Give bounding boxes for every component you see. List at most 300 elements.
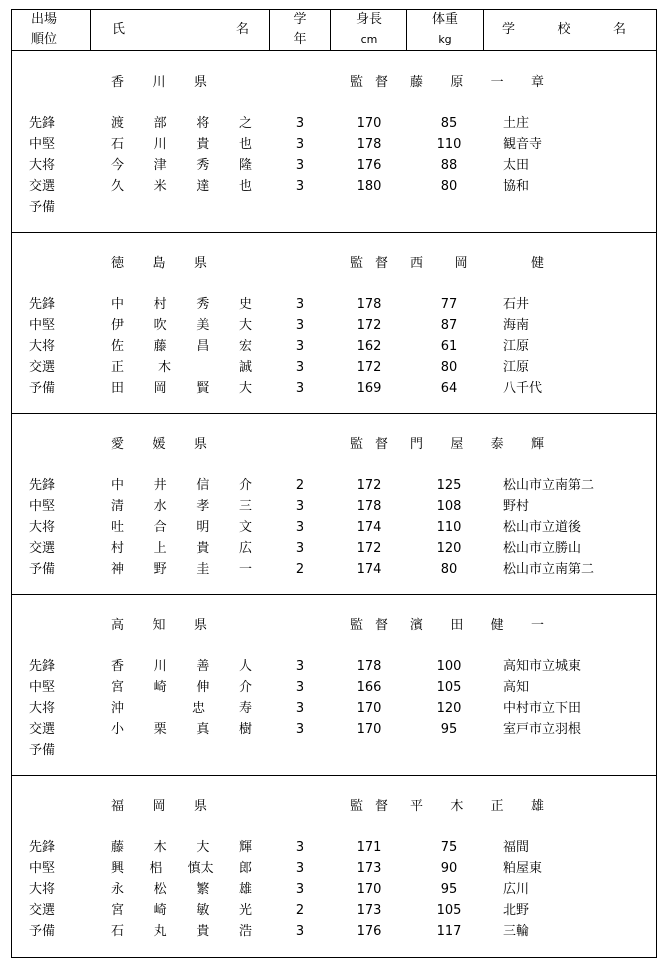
- member-height: 176: [356, 924, 382, 939]
- member-position: 大将: [29, 701, 56, 716]
- member-name: [111, 880, 252, 900]
- coach-label: [350, 797, 388, 817]
- coach-label-char: 監: [350, 618, 364, 633]
- member-name-char: 津: [153, 158, 167, 173]
- coach-label: [350, 254, 388, 274]
- member-name-char: 明: [196, 520, 210, 535]
- member-school: 室戸市立羽根: [503, 722, 582, 737]
- member-name-char: 清: [111, 499, 125, 514]
- member-position: 中堅: [29, 318, 56, 333]
- header-school-char: 学: [502, 22, 516, 37]
- coach-label: [350, 616, 388, 636]
- member-name-char: 今: [111, 158, 125, 173]
- member-name-char: 沖: [111, 701, 125, 716]
- member-grade: 3: [295, 297, 305, 312]
- prefecture-name-char: 徳: [111, 256, 125, 271]
- member-name-char: 崎: [153, 903, 167, 918]
- member-name: [111, 156, 252, 176]
- member-weight: 87: [440, 318, 458, 333]
- member-height: 170: [356, 722, 382, 737]
- member-name: [111, 699, 252, 719]
- member-name: [111, 295, 252, 315]
- member-name: [111, 379, 252, 399]
- member-school: 太田: [503, 158, 530, 173]
- member-name-char: 木: [153, 840, 167, 855]
- coach-name-char: 正: [490, 799, 504, 814]
- coach-name-char: 門: [410, 437, 424, 452]
- member-grade: 3: [295, 318, 305, 333]
- member-height: 178: [356, 297, 382, 312]
- prefecture-name-char: 媛: [152, 437, 166, 452]
- member-grade: 3: [295, 680, 305, 695]
- coach-name-char: 健: [490, 618, 504, 633]
- member-weight: 105: [436, 680, 462, 695]
- member-name: [111, 560, 252, 580]
- member-school: 広川: [503, 882, 530, 897]
- member-position: 先鋒: [29, 478, 56, 493]
- coach-name: [410, 616, 544, 636]
- member-height: 173: [356, 861, 382, 876]
- member-grade: 3: [295, 520, 305, 535]
- header-divider: [269, 10, 270, 50]
- coach-label-char: 監: [350, 799, 364, 814]
- member-name-char: 村: [153, 297, 167, 312]
- member-name-char: 松: [153, 882, 167, 897]
- member-weight: 77: [440, 297, 458, 312]
- member-school: 江原: [503, 360, 530, 375]
- member-name-char: 誠: [238, 360, 252, 375]
- member-name: [111, 838, 252, 858]
- member-name-char: 吹: [153, 318, 167, 333]
- member-school: 協和: [503, 179, 530, 194]
- member-position: 先鋒: [29, 297, 56, 312]
- prefecture-section: [12, 51, 656, 233]
- member-weight: 117: [436, 924, 462, 939]
- member-grade: 3: [295, 360, 305, 375]
- coach-label-char: 督: [374, 256, 388, 271]
- member-name-char: 合: [153, 520, 167, 535]
- member-name-char: 也: [238, 137, 252, 152]
- member-height: 178: [356, 499, 382, 514]
- member-weight: 80: [440, 179, 458, 194]
- coach-label-char: 督: [374, 799, 388, 814]
- member-weight: 80: [440, 360, 458, 375]
- member-height: 172: [356, 478, 382, 493]
- member-position: 交選: [29, 360, 56, 375]
- member-height: 178: [356, 659, 382, 674]
- member-name-char: 之: [238, 116, 252, 131]
- member-name-char: 介: [238, 478, 252, 493]
- member-height: 170: [356, 701, 382, 716]
- member-position: 予備: [29, 200, 56, 215]
- prefecture-section: [12, 594, 656, 776]
- header-order: [20, 10, 68, 50]
- coach-name-char: 章: [530, 75, 544, 90]
- member-name-char: 香: [111, 659, 125, 674]
- header-height-unit: cm: [360, 33, 378, 46]
- member-school: 松山市立南第二: [503, 562, 595, 577]
- prefecture-name-char: 岡: [152, 799, 166, 814]
- member-name-char: 丸: [153, 924, 167, 939]
- member-school: 観音寺: [503, 137, 543, 152]
- member-position: 中堅: [29, 680, 56, 695]
- member-school: 土庄: [503, 116, 530, 131]
- member-grade: 2: [295, 903, 305, 918]
- member-name: [111, 657, 252, 677]
- header-grade-line2: 年: [293, 32, 307, 47]
- member-grade: 2: [295, 478, 305, 493]
- member-height: 173: [356, 903, 382, 918]
- header-grade-line1: 学: [293, 12, 307, 27]
- prefecture-name: [111, 435, 207, 455]
- member-weight: 64: [440, 381, 458, 396]
- member-position: 中堅: [29, 499, 56, 514]
- member-height: 178: [356, 137, 382, 152]
- header-divider: [90, 10, 91, 50]
- header-weight: [422, 10, 468, 50]
- coach-name-char: 平: [410, 799, 424, 814]
- member-name-char: 雄: [238, 882, 252, 897]
- member-name-char: 米: [153, 179, 167, 194]
- member-weight: 120: [436, 701, 462, 716]
- member-weight: 120: [436, 541, 462, 556]
- member-school: 松山市立勝山: [503, 541, 582, 556]
- member-name-char: 宮: [111, 680, 125, 695]
- member-name-char: 栗: [153, 722, 167, 737]
- member-name-char: 信: [196, 478, 210, 493]
- member-name: [111, 177, 252, 197]
- member-name-char: 正: [111, 360, 125, 375]
- member-weight: 108: [436, 499, 462, 514]
- member-name-char: 文: [238, 520, 252, 535]
- member-name-char: 吐: [111, 520, 125, 535]
- member-position: 中堅: [29, 137, 56, 152]
- member-school: 野村: [503, 499, 530, 514]
- prefecture-name-char: 愛: [111, 437, 125, 452]
- member-name-char: 也: [238, 179, 252, 194]
- member-name-char: 輝: [238, 840, 252, 855]
- coach-label-char: 監: [350, 256, 364, 271]
- member-weight: 110: [436, 520, 462, 535]
- table-header: [12, 10, 656, 51]
- member-school: 粕屋東: [503, 861, 543, 876]
- coach-name-char: 屋: [450, 437, 464, 452]
- member-height: 172: [356, 318, 382, 333]
- prefecture-name-char: 川: [152, 75, 166, 90]
- member-name-char: 大: [196, 840, 210, 855]
- header-divider: [330, 10, 331, 50]
- member-grade: 3: [295, 158, 305, 173]
- member-name-char: 石: [111, 924, 125, 939]
- member-name-char: 昌: [196, 339, 210, 354]
- member-grade: 3: [295, 882, 305, 897]
- member-name: [111, 539, 252, 559]
- member-height: 170: [356, 116, 382, 131]
- member-height: 176: [356, 158, 382, 173]
- member-name: [111, 859, 252, 879]
- prefecture-name-char: 県: [193, 75, 207, 90]
- member-name-char: 伊: [111, 318, 125, 333]
- member-name: [111, 518, 252, 538]
- member-grade: 3: [295, 541, 305, 556]
- header-grade: [290, 10, 310, 50]
- member-name-char: 佐: [111, 339, 125, 354]
- coach-name-char: 岡: [454, 256, 468, 271]
- member-grade: 3: [295, 840, 305, 855]
- member-position: 予備: [29, 743, 56, 758]
- member-weight: 80: [440, 562, 458, 577]
- header-weight-line1: 体重: [431, 12, 458, 27]
- coach-name-char: 西: [410, 256, 424, 271]
- member-name-char: 川: [153, 137, 167, 152]
- member-grade: 3: [295, 179, 305, 194]
- coach-name: [410, 435, 544, 455]
- member-name-char: 木: [158, 360, 172, 375]
- prefecture-section: [12, 232, 656, 414]
- member-position: 大将: [29, 339, 56, 354]
- member-name-char: 一: [238, 562, 252, 577]
- member-grade: 3: [295, 116, 305, 131]
- member-grade: 3: [295, 861, 305, 876]
- member-height: 174: [356, 520, 382, 535]
- member-weight: 95: [440, 882, 458, 897]
- member-position: 交選: [29, 541, 56, 556]
- member-grade: 3: [295, 659, 305, 674]
- member-name-char: 美: [196, 318, 210, 333]
- member-name-char: 中: [111, 478, 125, 493]
- member-height: 171: [356, 840, 382, 855]
- member-height: 180: [356, 179, 382, 194]
- coach-name-char: 原: [450, 75, 464, 90]
- member-name-char: 秀: [196, 158, 210, 173]
- coach-name-char: 一: [490, 75, 504, 90]
- member-name-char: 善: [196, 659, 210, 674]
- coach-label: [350, 73, 388, 93]
- member-weight: 88: [440, 158, 458, 173]
- member-name-char: 浩: [238, 924, 252, 939]
- member-name: [111, 497, 252, 517]
- header-weight-unit: kg: [438, 33, 452, 46]
- member-grade: 3: [295, 701, 305, 716]
- member-name: [111, 922, 252, 942]
- member-name-char: 貴: [196, 541, 210, 556]
- coach-name-char: 木: [450, 799, 464, 814]
- member-name-char: 隆: [238, 158, 252, 173]
- member-name-char: 敏: [196, 903, 210, 918]
- member-name-char: 興: [111, 861, 125, 876]
- coach-name-char: 泰: [490, 437, 504, 452]
- member-name-char: 達: [196, 179, 210, 194]
- member-height: 172: [356, 541, 382, 556]
- member-name-char: 宏: [238, 339, 252, 354]
- header-order-line2: 順位: [30, 32, 57, 47]
- header-divider: [483, 10, 484, 50]
- member-grade: 3: [295, 722, 305, 737]
- member-school: 高知市立城東: [503, 659, 582, 674]
- member-name: [111, 720, 252, 740]
- member-name-char: 秀: [196, 297, 210, 312]
- member-name-char: 慎太: [187, 861, 214, 876]
- member-name-char: 永: [111, 882, 125, 897]
- header-divider: [406, 10, 407, 50]
- coach-name: [410, 797, 544, 817]
- header-height: [346, 10, 392, 50]
- member-height: 170: [356, 882, 382, 897]
- member-school: 高知: [503, 680, 530, 695]
- coach-label-char: 監: [350, 437, 364, 452]
- member-position: 先鋒: [29, 659, 56, 674]
- prefecture-name-char: 県: [193, 799, 207, 814]
- member-grade: 3: [295, 137, 305, 152]
- coach-name-char: 濱: [410, 618, 424, 633]
- member-name: [111, 135, 252, 155]
- member-grade: 3: [295, 339, 305, 354]
- member-name-char: 渡: [111, 116, 125, 131]
- prefecture-name: [111, 73, 207, 93]
- member-position: 交選: [29, 903, 56, 918]
- prefecture-name-char: 福: [111, 799, 125, 814]
- member-name-char: 忠: [191, 701, 205, 716]
- coach-name-char: 一: [530, 618, 544, 633]
- member-name-char: 貴: [196, 924, 210, 939]
- member-position: 予備: [29, 924, 56, 939]
- coach-name-char: 雄: [530, 799, 544, 814]
- prefecture-name-char: 県: [193, 618, 207, 633]
- coach-label-char: 督: [374, 618, 388, 633]
- member-position: 予備: [29, 381, 56, 396]
- member-school: 中村市立下田: [503, 701, 582, 716]
- member-name: [111, 901, 252, 921]
- member-position: 予備: [29, 562, 56, 577]
- member-name-char: 史: [238, 297, 252, 312]
- member-name: [111, 337, 252, 357]
- header-school-char: 名: [612, 22, 626, 37]
- member-school: 石井: [503, 297, 530, 312]
- member-name-char: 孝: [196, 499, 210, 514]
- member-height: 166: [356, 680, 382, 695]
- member-name-char: 久: [111, 179, 125, 194]
- member-name-char: 介: [238, 680, 252, 695]
- prefecture-name: [111, 616, 207, 636]
- header-school-char: 校: [557, 22, 571, 37]
- member-name-char: 三: [238, 499, 252, 514]
- coach-name: [410, 73, 544, 93]
- header-height-line1: 身長: [355, 12, 382, 27]
- member-position: 大将: [29, 158, 56, 173]
- prefecture-name-char: 島: [152, 256, 166, 271]
- coach-name-char: 健: [530, 256, 544, 271]
- prefecture-name-char: 高: [111, 618, 125, 633]
- member-height: 174: [356, 562, 382, 577]
- coach-name-char: 田: [450, 618, 464, 633]
- member-school: 松山市立南第二: [503, 478, 595, 493]
- member-name-char: 小: [111, 722, 125, 737]
- coach-name-char: 藤: [410, 75, 424, 90]
- member-height: 172: [356, 360, 382, 375]
- member-school: 海南: [503, 318, 530, 333]
- member-grade: 3: [295, 924, 305, 939]
- coach-name-char: 輝: [530, 437, 544, 452]
- member-name-char: 伸: [196, 680, 210, 695]
- member-height: 169: [356, 381, 382, 396]
- member-name-char: 賢: [196, 381, 210, 396]
- member-name-char: 圭: [196, 562, 210, 577]
- prefecture-name: [111, 797, 207, 817]
- member-position: 大将: [29, 520, 56, 535]
- member-name: [111, 358, 252, 378]
- member-name-char: 広: [238, 541, 252, 556]
- coach-label: [350, 435, 388, 455]
- prefecture-section: [12, 413, 656, 595]
- member-name: [111, 114, 252, 134]
- member-name-char: 藤: [111, 840, 125, 855]
- member-name-char: 中: [111, 297, 125, 312]
- member-name-char: 光: [238, 903, 252, 918]
- member-school: 三輪: [503, 924, 530, 939]
- member-name-char: 石: [111, 137, 125, 152]
- member-grade: 3: [295, 381, 305, 396]
- member-position: 先鋒: [29, 116, 56, 131]
- member-school: 江原: [503, 339, 530, 354]
- member-weight: 125: [436, 478, 462, 493]
- member-name-char: 崎: [153, 680, 167, 695]
- member-name-char: 樹: [238, 722, 252, 737]
- coach-label-char: 監: [350, 75, 364, 90]
- member-name-char: 大: [238, 381, 252, 396]
- header-name-last: 名: [236, 22, 250, 37]
- member-name-char: 郎: [238, 861, 252, 876]
- member-name-char: 真: [196, 722, 210, 737]
- roster-sheet: [11, 9, 657, 958]
- member-weight: 105: [436, 903, 462, 918]
- member-weight: 75: [440, 840, 458, 855]
- member-name-char: 部: [153, 116, 167, 131]
- member-name-char: 野: [153, 562, 167, 577]
- member-name-char: 貴: [196, 137, 210, 152]
- member-name-char: 田: [111, 381, 125, 396]
- prefecture-name-char: 香: [111, 75, 125, 90]
- member-grade: 3: [295, 499, 305, 514]
- header-name-first: 氏: [112, 22, 126, 37]
- prefecture-name: [111, 254, 207, 274]
- coach-label-char: 督: [374, 75, 388, 90]
- coach-label-char: 督: [374, 437, 388, 452]
- prefecture-name-char: 県: [193, 256, 207, 271]
- member-position: 大将: [29, 882, 56, 897]
- member-position: 交選: [29, 179, 56, 194]
- member-name-char: 水: [153, 499, 167, 514]
- member-school: 福間: [503, 840, 530, 855]
- member-name: [111, 476, 252, 496]
- prefecture-name-char: 県: [193, 437, 207, 452]
- member-name-char: 藤: [153, 339, 167, 354]
- member-name-char: 将: [196, 116, 210, 131]
- member-position: 中堅: [29, 861, 56, 876]
- member-name-char: 大: [238, 318, 252, 333]
- header-order-line1: 出場: [30, 12, 57, 27]
- member-height: 162: [356, 339, 382, 354]
- member-name-char: 村: [111, 541, 125, 556]
- prefecture-name-char: 知: [152, 618, 166, 633]
- member-weight: 110: [436, 137, 462, 152]
- member-name-char: 宮: [111, 903, 125, 918]
- member-weight: 85: [440, 116, 458, 131]
- member-school: 八千代: [503, 381, 543, 396]
- member-name: [111, 678, 252, 698]
- member-name-char: 梠: [149, 861, 163, 876]
- member-weight: 95: [440, 722, 458, 737]
- member-school: 松山市立道後: [503, 520, 582, 535]
